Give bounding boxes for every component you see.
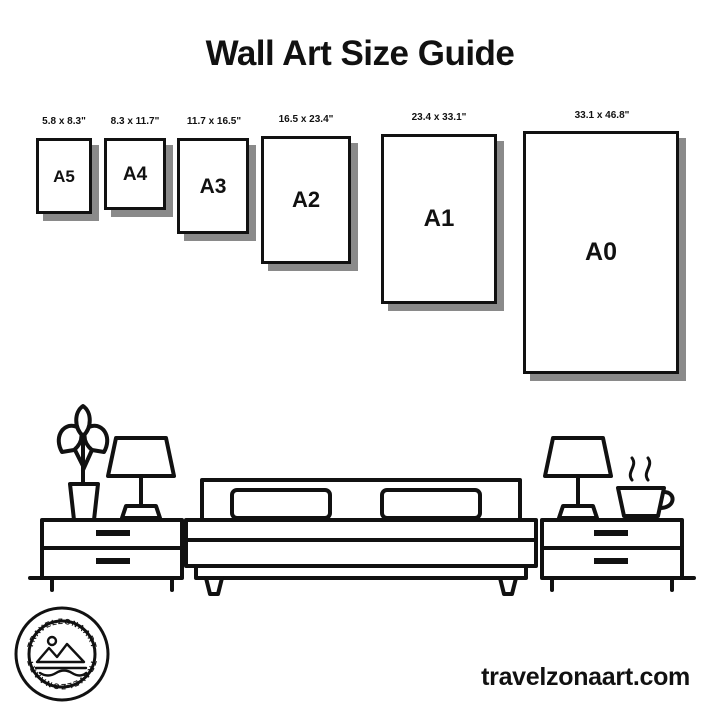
frame-a1-box [381,134,497,304]
frame-a4-label: A4 [122,163,148,185]
frame-a0-dimension: 33.1 x 46.8" [574,110,630,121]
bedroom-scene [0,380,720,610]
frame-a1[interactable] [381,112,497,304]
coffee-cup [618,458,673,516]
logo-text-top: TRAVELZONAART [25,616,99,650]
frame-a3-label: A3 [199,174,227,198]
bed [186,480,536,594]
frame-a5[interactable] [36,116,92,214]
frame-a4-box [104,138,166,210]
frame-a5-box [36,138,92,214]
vase-with-flowers [59,406,107,520]
right-table-lamp [545,438,611,518]
logo-badge-icon [14,606,110,702]
svg-text:TRAVELZONAART [25,658,98,691]
frame-a1-dimension: 23.4 x 33.1" [411,112,467,123]
frame-a2[interactable] [261,114,351,264]
website-url[interactable]: travelzonaart.com [481,663,690,691]
frame-a3-dimension: 11.7 x 16.5" [186,116,242,127]
frame-a0-box [523,131,679,374]
brand-logo [14,606,110,702]
frame-a2-box [261,136,351,264]
bedroom-illustration [0,380,720,610]
frame-a3[interactable] [177,116,249,234]
frame-a2-label: A2 [291,187,321,212]
frame-a5-label: A5 [53,166,75,186]
frame-a1-label: A1 [423,205,455,232]
frame-a4-dimension: 8.3 x 11.7" [110,116,160,127]
right-nightstand [542,520,682,590]
logo-text-bottom: TRAVELZONAART [25,658,99,692]
frame-a4[interactable] [104,116,166,210]
frame-a2-dimension: 16.5 x 23.4" [278,114,334,125]
left-nightstand [42,520,182,590]
svg-text:TRAVELZONAART [26,617,99,650]
left-table-lamp [108,438,174,518]
frame-a5-dimension: 5.8 x 8.3" [42,116,86,127]
page-title: Wall Art Size Guide [205,34,515,73]
frame-a0[interactable] [523,110,679,374]
frame-a3-box [177,138,249,234]
frame-a0-label: A0 [585,238,617,266]
